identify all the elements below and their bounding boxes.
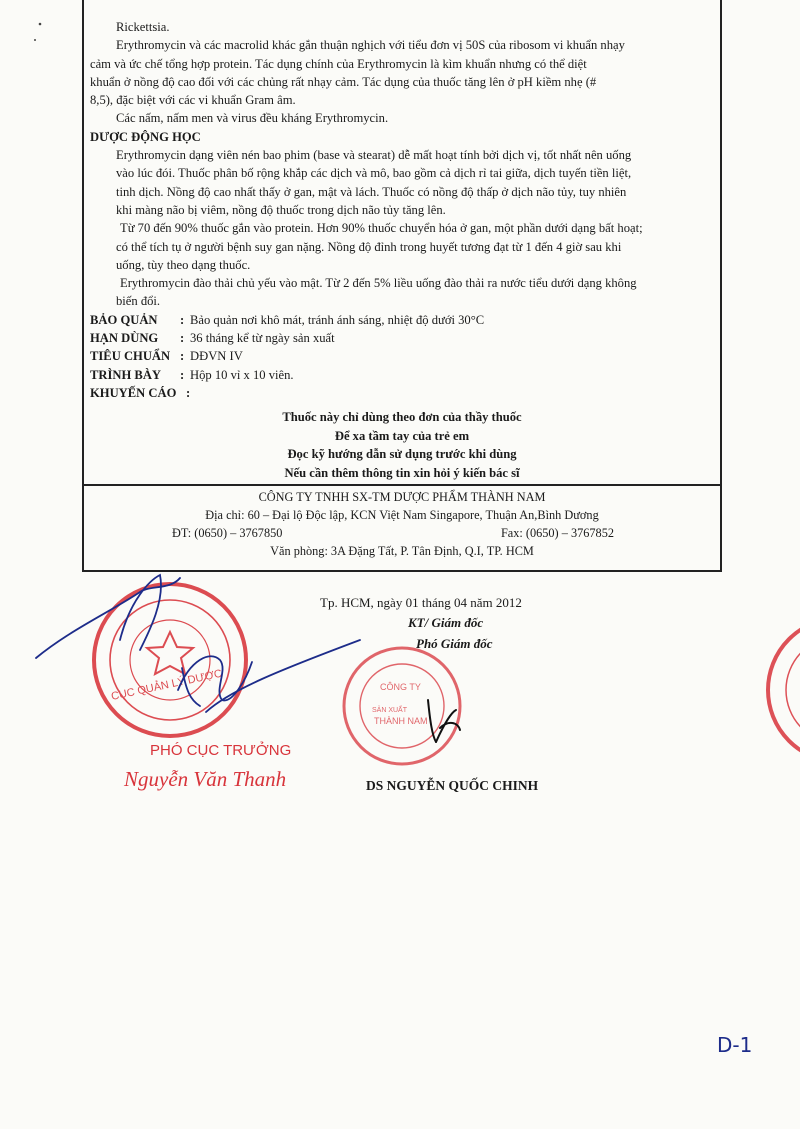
warning-line: Thuốc này chỉ dùng theo đơn của thầy thuốc [282, 410, 522, 425]
spec-key: HẠN DÙNG [90, 331, 159, 346]
pk-paragraph-2-line-1: Từ 70 đến 90% thuốc gắn vào protein. Hơn 90% thuốc chuyển hóa ở gan, một phần dưới dạng bất hoạt; [120, 221, 643, 236]
page-mark: D-1 [717, 1033, 753, 1057]
company-fax: Fax: (0650) – 3767852 [500, 526, 614, 540]
spec-value: Hộp 10 vỉ x 10 viên. [190, 367, 294, 382]
paragraph-mechanism-line-3: khuẩn ở nồng độ cao đối với các chủng rất nhạy cảm. Tác dụng của thuốc tăng lên ở pH kiềm nhẹ (# [90, 74, 597, 89]
pk-paragraph-3-line-1: Erythromycin đào thải chủ yếu vào mật. Từ 2 đến 5% liều uống đào thải ra nước tiểu dưới dạng không [120, 276, 637, 291]
pk-paragraph-1-line-1: Erythromycin dạng viên nén bao phim (base và stearat) dễ mất hoạt tính bởi dịch vị, tốt nhất nên uống [116, 148, 632, 163]
warning-line: Đọc kỹ hướng dẫn sử dụng trước khi dùng [287, 447, 517, 462]
paragraph-mechanism-line-1: Erythromycin và các macrolid khác gắn thuận nghịch với tiểu đơn vị 50S của ribosom vi khuẩn nhạy [116, 38, 625, 53]
pk-paragraph-2-line-2: có thể tích tụ ở người bệnh suy gan nặng. Nồng độ đỉnh trong huyết tương đạt từ 1 đến 4 giờ sau khi [116, 239, 622, 254]
signature-kt-title: KT/ Giám đốc [408, 615, 484, 630]
spec-separator: : [186, 385, 191, 400]
spec-separator: : [180, 331, 185, 346]
spec-key: TIÊU CHUẨN [90, 349, 171, 364]
company-phone: ĐT: (0650) – 3767850 [172, 526, 283, 540]
spec-separator: : [180, 349, 185, 364]
spec-separator: : [180, 367, 185, 382]
paragraph-resistance: Các nấm, nấm men và virus đều kháng Erythromycin. [116, 111, 389, 126]
pk-paragraph-1-line-3: tinh dịch. Nồng độ cao nhất thấy ở gan, mật và lách. Thuốc có nồng độ thấp ở dịch não tủy, tuy nhiên [116, 184, 627, 199]
spec-value: DĐVN IV [190, 349, 243, 364]
company-office: Văn phòng: 3A Đặng Tất, P. Tân Định, Q.I, TP. HCM [270, 544, 534, 558]
pk-paragraph-1-line-2: vào lúc đói. Thuốc phân bố rộng khắp các dịch và mô, bao gồm cả dịch rỉ tai giữa, dịch tuyến tiền liệt, [116, 166, 632, 181]
right-signatory-name: DS NGUYỄN QUỐC CHINH [366, 778, 539, 793]
pk-paragraph-2-line-3: uống, tùy theo dạng thuốc. [116, 257, 251, 272]
company-address: Địa chỉ: 60 – Đại lộ Độc lập, KCN Việt Nam Singapore, Thuận An,Bình Dương [205, 508, 599, 522]
right-official-stamp [768, 618, 800, 762]
warning-line: Để xa tầm tay của trẻ em [334, 428, 470, 443]
spec-key: BẢO QUẢN [90, 312, 158, 327]
company-name: CÔNG TY TNHH SX-TM DƯỢC PHẨM THÀNH NAM [258, 490, 546, 504]
company-stamp [344, 648, 460, 764]
svg-text:SẢN XUẤT: SẢN XUẤT [372, 707, 408, 714]
spec-value: Bảo quản nơi khô mát, tránh ánh sáng, nhiệt độ dưới 30°C [190, 312, 485, 327]
pk-paragraph-3-line-2: biến đổi. [116, 294, 161, 309]
paragraph-mechanism-line-4: 8,5), đặc biệt với các vi khuẩn Gram âm. [90, 93, 296, 108]
pharmacokinetics-heading: DƯỢC ĐỘNG HỌC [90, 129, 201, 144]
left-signature [36, 575, 360, 712]
signature-deputy-title: Phó Giám đốc [416, 636, 493, 651]
warning-line: Nếu cần thêm thông tin xin hỏi ý kiến bác sĩ [284, 465, 520, 480]
svg-text:CÔNG TY: CÔNG TY [380, 682, 421, 692]
left-signatory-title: PHÓ CỤC TRƯỞNG [150, 742, 292, 759]
paragraph-mechanism-line-2: cảm và ức chế tổng hợp protein. Tác dụng chính của Erythromycin là kìm khuẩn nhưng có thể diệt [90, 56, 587, 71]
svg-text:THÀNH NAM: THÀNH NAM [374, 716, 428, 726]
signature-date: Tp. HCM, ngày 01 tháng 04 năm 2012 [320, 595, 522, 610]
spec-key: TRÌNH BÀY [90, 367, 162, 382]
left-signatory-name: Nguyễn Văn Thanh [124, 767, 287, 791]
corner-marks [34, 23, 41, 41]
spec-separator: : [180, 312, 185, 327]
paragraph-rickettsia: Rickettsia. [116, 20, 170, 34]
spec-value: 36 tháng kể từ ngày sản xuất [190, 331, 335, 346]
svg-text:CỤC QUẢN LÝ DƯỢC: CỤC QUẢN LÝ DƯỢC [110, 667, 224, 703]
spec-key: KHUYẾN CÁO [90, 385, 177, 400]
pk-paragraph-1-line-4: khi màng não bị viêm, nồng độ thuốc trong dịch não tủy tăng lên. [116, 202, 446, 217]
